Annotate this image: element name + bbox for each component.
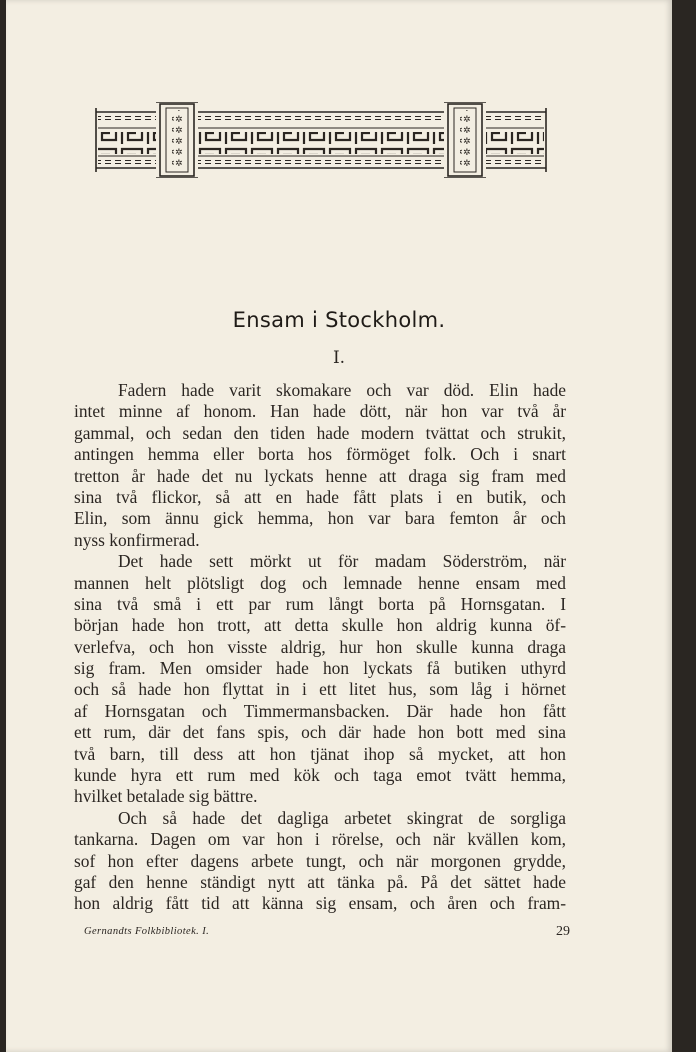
page-footer xyxy=(76,924,570,944)
text-line: tretton år hade det nu lyckats henne att draga sig fram med xyxy=(74,465,566,486)
text-line: hvilket betalade sig bättre. xyxy=(74,786,258,807)
text-line: sof hon efter dagens arbete tungt, och när morgonen grydde, xyxy=(74,850,566,871)
text-line: sig fram. Men omsider hade hon lyckats få butiken uthyrd xyxy=(74,658,566,679)
text-line: tankarna. Dagen om var hon i rörelse, och när kvällen kom, xyxy=(74,829,566,850)
text-line: början hade hon trott, att detta skulle hon aldrig kunna öf- xyxy=(74,615,566,636)
text-line: hon aldrig fått tid att känna sig ensam, och åren och fram- xyxy=(74,893,566,914)
text-line: Elin, som ännu gick hemma, hon var bara femton år och xyxy=(74,508,566,529)
chapter-number: I. xyxy=(332,348,346,368)
text-line: antingen hemma eller borta hos förmöget folk. Och i snart xyxy=(74,444,566,465)
footer-series: Gernandts Folkbibliotek. I. xyxy=(84,926,210,937)
page-number: 29 xyxy=(556,924,570,939)
text-line: verlefva, och hon visste aldrig, hur hon skulle kunna draga xyxy=(74,636,566,657)
text-line: och så hade hon flyttat in i ett litet hus, som låg i hörnet xyxy=(74,679,566,700)
text-line: af Hornsgatan och Timmermansbacken. Där hade hon fått xyxy=(74,700,566,721)
book-page xyxy=(6,0,672,1052)
text-line: Och så hade det dagliga arbetet skingrat de sorgliga xyxy=(118,807,566,828)
text-line: mannen helt plötsligt dog och lemnade henne ensam med xyxy=(74,572,566,593)
text-line: Fadern hade varit skomakare och var död. Elin hade xyxy=(118,380,566,400)
text-line: nyss konfirmerad. xyxy=(74,529,200,550)
text-line: Det hade sett mörkt ut för madam Söderström, när xyxy=(118,551,566,572)
text-line: kunde hyra ett rum med kök och taga emot tvätt hemma, xyxy=(74,765,566,786)
body-text xyxy=(74,380,566,915)
text-line: intet minne af honom. Han hade dött, när hon var två år xyxy=(74,401,566,422)
text-line: gammal, och sedan den tiden hade modern tvättat och strukit, xyxy=(74,422,566,443)
text-line: två barn, till dess att hon tjänat ihop så mycket, att hon xyxy=(74,743,566,764)
text-line: sina två små i ett par rum långt borta på Hornsgatan. I xyxy=(74,593,566,614)
page-title: Ensam i Stockholm. xyxy=(232,308,446,332)
text-line: gaf den henne ständigt nytt att tänka på. På det sättet hade xyxy=(74,871,566,892)
greek-key-header-ornament xyxy=(94,102,548,178)
text-line: sina två flickor, så att en hade fått plats i en butik, och xyxy=(74,486,566,507)
text-line: ett rum, där det fans spis, och där hade hon bott med sina xyxy=(74,722,566,743)
